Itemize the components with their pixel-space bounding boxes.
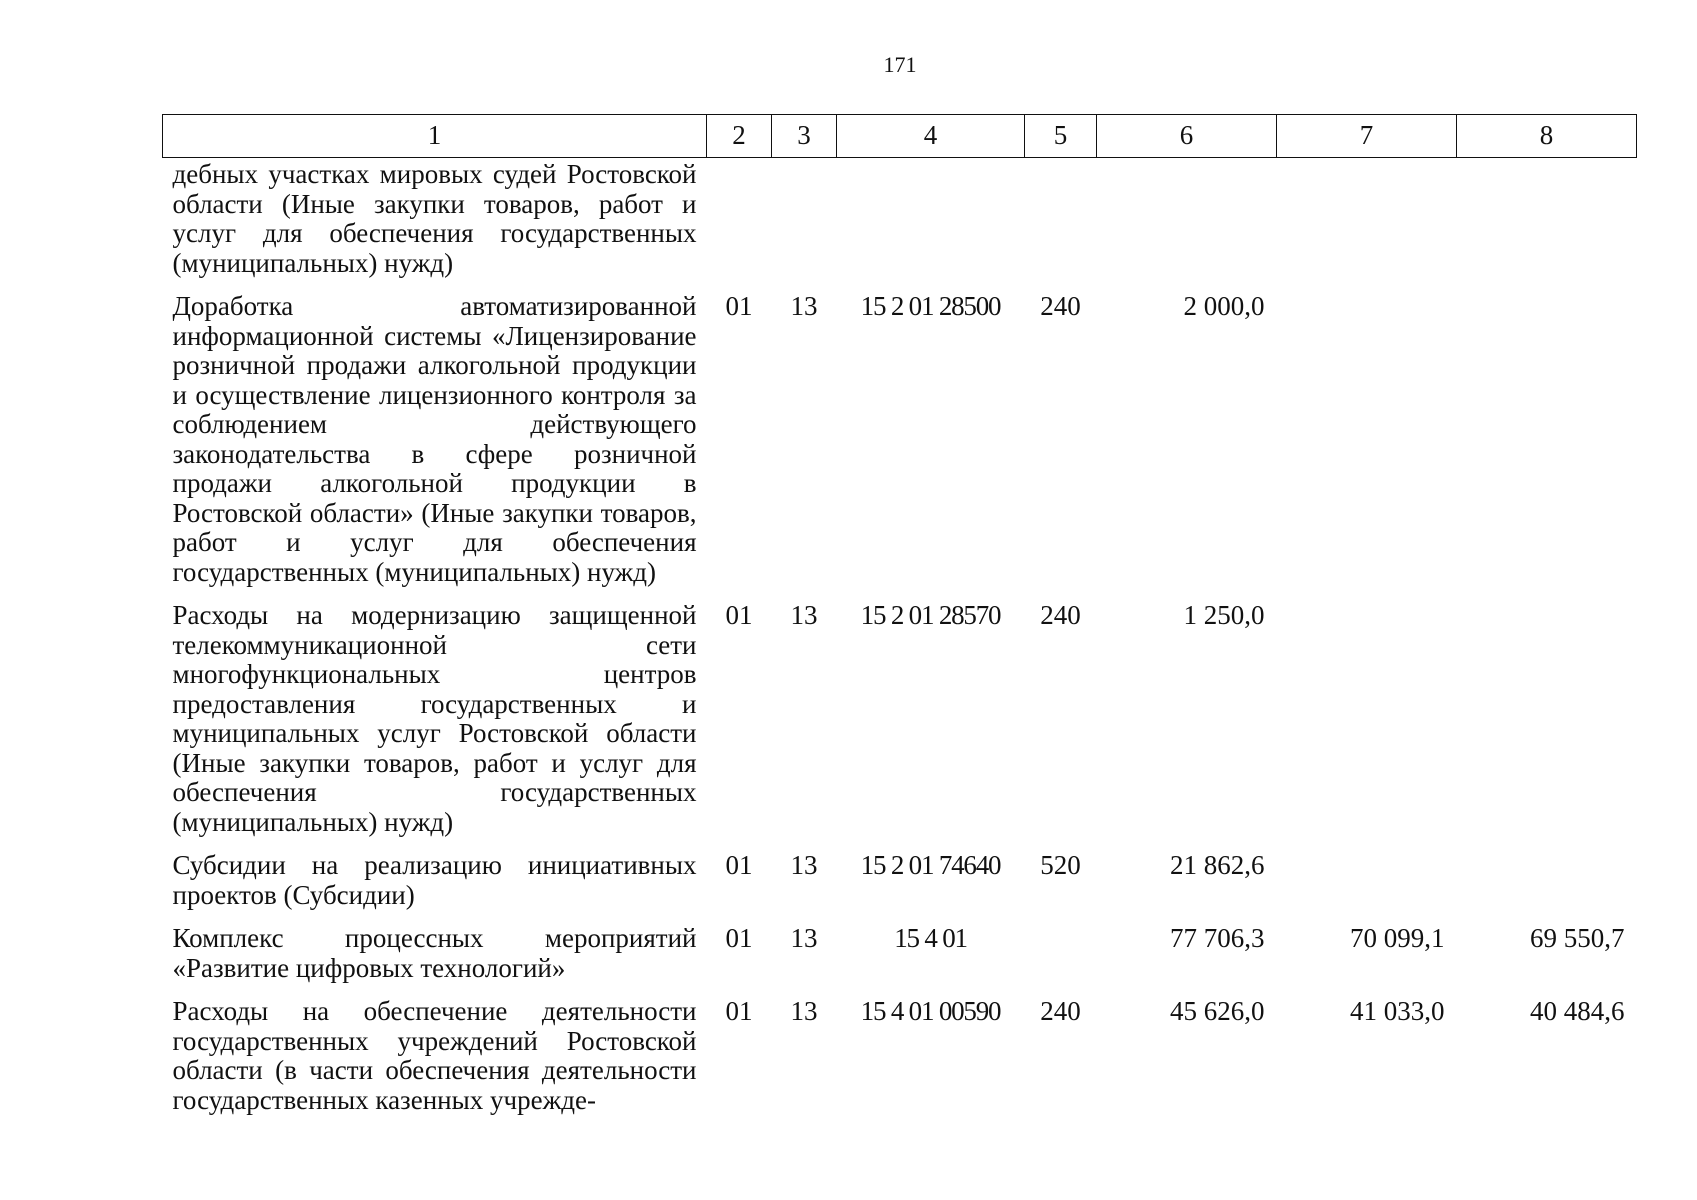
cell-expense-type: 240 — [1040, 291, 1081, 321]
cell-section: 01 — [725, 923, 753, 953]
row-description: Доработка автоматизированной информационной системы «Лицензирование розничной продажи алкогольной продукции и осуществление лицензионного контроля за соблюдением действующего законодательства в сфере розничной продажи алкогольной продукции в Ростовской области» (Иные закупки товаров, работ и услуг для обеспечения государственных (муниципальных) нужд) — [172, 291, 697, 587]
cell-target-code — [837, 158, 1025, 293]
cell-section: 01 — [725, 291, 753, 321]
cell-amount-7 — [1277, 292, 1457, 601]
cell-section — [707, 158, 772, 293]
table-header-row — [163, 115, 1637, 158]
column-header-2: 2 — [707, 115, 772, 158]
cell-amount-8 — [1457, 601, 1637, 851]
row-description: Расходы на модернизацию защищенной телекоммуникационной сети многофункциональных центров предоставления государственных и муниципальных услуг Ростовской области (Иные закупки товаров, работ и услуг для обеспечения государственных (муниципальных) нужд) — [172, 600, 697, 837]
cell-section: 01 — [725, 600, 753, 630]
cell-target-code: 15 2 01 74640 — [860, 850, 1001, 880]
cell-amount-6: 1 250,0 — [1183, 600, 1265, 630]
cell-subsection: 13 — [790, 923, 818, 953]
cell-amount-7: 70 099,1 — [1350, 923, 1445, 953]
cell-amount-8: 69 550,7 — [1530, 923, 1625, 953]
cell-amount-6: 45 626,0 — [1170, 996, 1265, 1026]
column-header-8: 8 — [1457, 115, 1637, 158]
cell-target-code: 15 2 01 28500 — [860, 291, 1001, 321]
cell-target-code: 15 4 01 — [894, 923, 967, 953]
column-header-5: 5 — [1025, 115, 1097, 158]
cell-amount-8 — [1457, 292, 1637, 601]
column-header-7: 7 — [1277, 115, 1457, 158]
cell-amount-8: 40 484,6 — [1530, 996, 1625, 1026]
cell-subsection: 13 — [790, 850, 818, 880]
cell-expense-type — [1025, 158, 1097, 293]
column-header-1: 1 — [163, 115, 707, 158]
cell-amount-7 — [1277, 851, 1457, 924]
cell-subsection — [772, 158, 837, 293]
cell-expense-type — [1025, 924, 1097, 997]
cell-amount-7 — [1277, 158, 1457, 293]
row-description: Субсидии на реализацию инициативных проектов (Субсидии) — [172, 850, 697, 910]
cell-section: 01 — [725, 850, 753, 880]
column-header-6: 6 — [1097, 115, 1277, 158]
cell-expense-type: 240 — [1040, 996, 1081, 1026]
cell-target-code: 15 2 01 28570 — [860, 600, 1001, 630]
table-row — [163, 997, 1637, 1129]
cell-expense-type: 520 — [1040, 850, 1081, 880]
row-description: Комплекс процессных мероприятий «Развитие цифровых технологий» — [172, 923, 697, 983]
table-row — [163, 851, 1637, 924]
row-description: Расходы на обеспечение деятельности государственных учреждений Ростовской области (в части обеспечения деятельности государственных казенных учрежде- — [172, 996, 697, 1115]
cell-subsection: 13 — [790, 600, 818, 630]
cell-amount-6 — [1097, 158, 1277, 293]
cell-subsection: 13 — [790, 291, 818, 321]
cell-target-code: 15 4 01 00590 — [860, 996, 1001, 1026]
budget-table — [162, 114, 1637, 1129]
cell-amount-6: 2 000,0 — [1183, 291, 1265, 321]
cell-section: 01 — [725, 996, 753, 1026]
column-header-4: 4 — [837, 115, 1025, 158]
cell-subsection: 13 — [790, 996, 818, 1026]
page-number: 171 — [883, 52, 917, 77]
table-row — [163, 601, 1637, 851]
cell-amount-6: 21 862,6 — [1170, 850, 1265, 880]
table-row — [163, 924, 1637, 997]
cell-expense-type: 240 — [1040, 600, 1081, 630]
cell-amount-8 — [1457, 158, 1637, 293]
cell-amount-7: 41 033,0 — [1350, 996, 1445, 1026]
table-row — [163, 158, 1637, 293]
cell-amount-7 — [1277, 601, 1457, 851]
column-header-3: 3 — [772, 115, 837, 158]
row-description: дебных участках мировых судей Ростовской области (Иные закупки товаров, работ и услуг для обеспечения государственных (муниципальных) нужд) — [172, 159, 697, 278]
cell-amount-8 — [1457, 851, 1637, 924]
cell-amount-6: 77 706,3 — [1170, 923, 1265, 953]
table-row — [163, 292, 1637, 601]
